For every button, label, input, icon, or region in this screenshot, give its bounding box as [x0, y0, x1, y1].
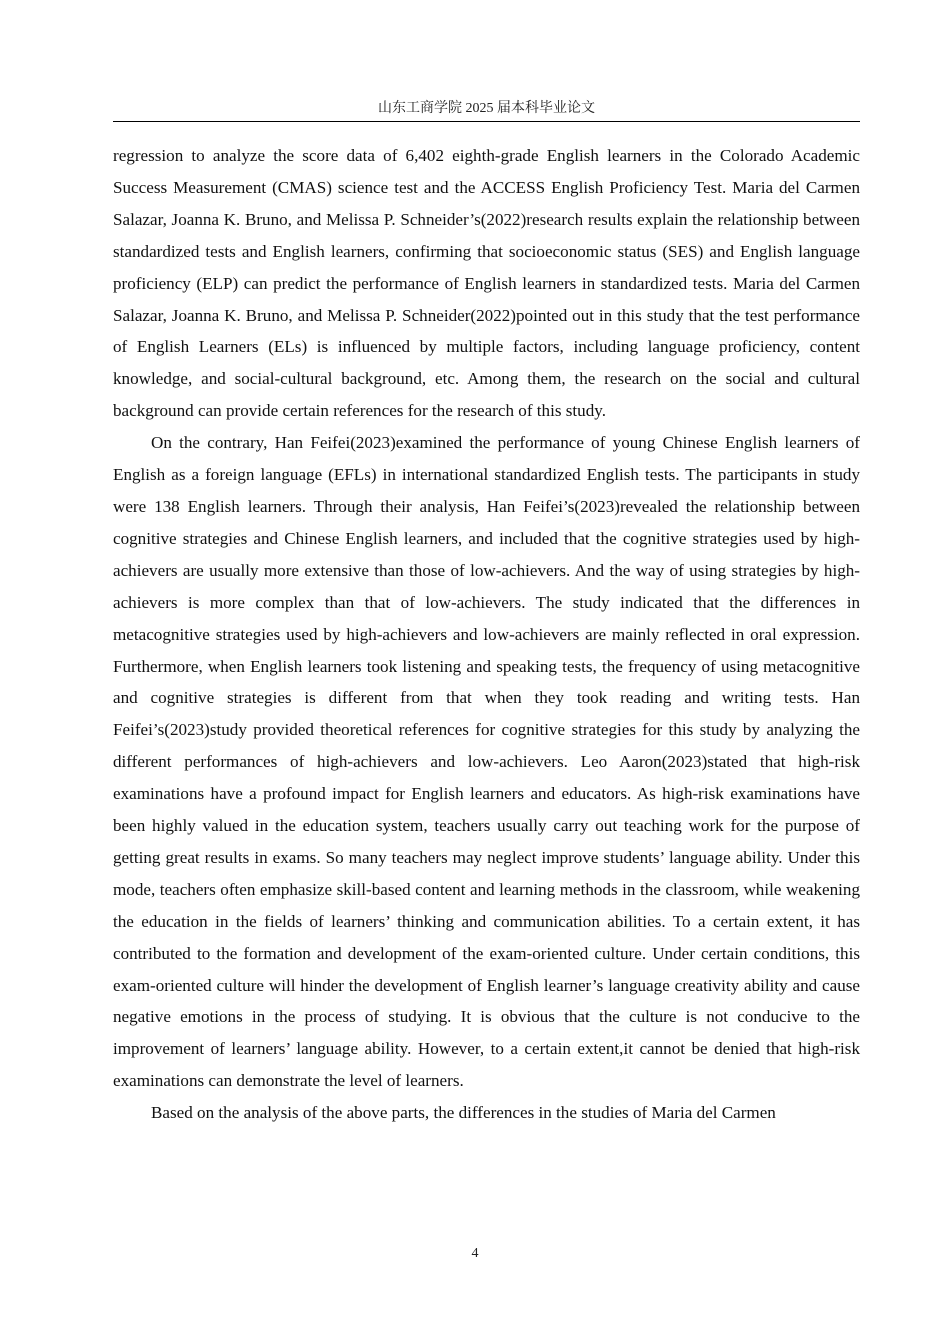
paragraph-han-feifei: On the contrary, Han Feifei(2023)examined the performance of young Chinese English learners of English as a foreign language (EFLs) in international standardized English tests. The participants in study were 138 English learners. Through their analysis, Han Feifei’s(2023)revealed the relationship between cognitive strategies and Chinese English learners, and included that the cognitive strategies used by high-achievers are usually more extensive than those of low-achievers. And the way of using strategies by high-achievers is more complex than that of low-achievers. The study indicated that the differences in metacognitive strategies used by high-achievers and low-achievers are mainly reflected in oral expression. Furthermore, when English learners took listening and speaking tests, the frequency of using metacognitive and cognitive strategies is different from that when they took reading and writing tests. Han Feifei’s(2023)study provided theoretical references for cognitive strategies for this study by analyzing the different performances of high-achievers and low-achievers. Leo Aaron(2023)stated that high-risk examinations have a profound impact for English learners and educators. As high-risk examinations have been highly valued in the education system, teachers usually carry out teaching work for the purpose of getting great results in exams. So many teachers may neglect improve students’ language ability. Under this mode, teachers often emphasize skill-based content and learning methods in the classroom, while weakening the education in the fields of learners’ thinking and communication abilities. To a certain extent, it has contributed to the formation and development of the exam-oriented culture. Under certain conditions, this exam-oriented culture will hinder the development of English learner’s language creativity ability and cause negative emotions in the process of studying. It is obvious that the culture is not conducive to the improvement of learners’ language ability. However, to a certain extent,it cannot be denied that high-risk examinations can demonstrate the level of learners. [113, 433, 860, 1091]
paragraph-continuation: regression to analyze the score data of 6,402 eighth-grade English learners in the Colorado Academic Success Measurement (CMAS) science test and the ACCESS English Proficiency Test. Maria del Carmen Salazar, Joanna K. Bruno, and Melissa P. Schneider’s(2022)research results explain the relationship between standardized tests and English learners, confirming that socioeconomic status (SES) and English language proficiency (ELP) can predict the performance of English learners in standardized tests. Maria del Carmen Salazar, Joanna K. Bruno, and Melissa P. Schneider(2022)pointed out in this study that the test performance of English Learners (ELs) is influenced by multiple factors, including language proficiency, content knowledge, and social-cultural background, etc. Among them, the research on the social and cultural background can provide certain references for the research of this study. [113, 146, 860, 421]
paragraph-summary-start: Based on the analysis of the above parts, the differences in the studies of Maria del Carmen [151, 1103, 776, 1123]
page-number: 4 [471, 1246, 479, 1261]
body-text [113, 140, 860, 1129]
running-header: 山东工商学院 2025 届本科毕业论文 [113, 98, 860, 122]
